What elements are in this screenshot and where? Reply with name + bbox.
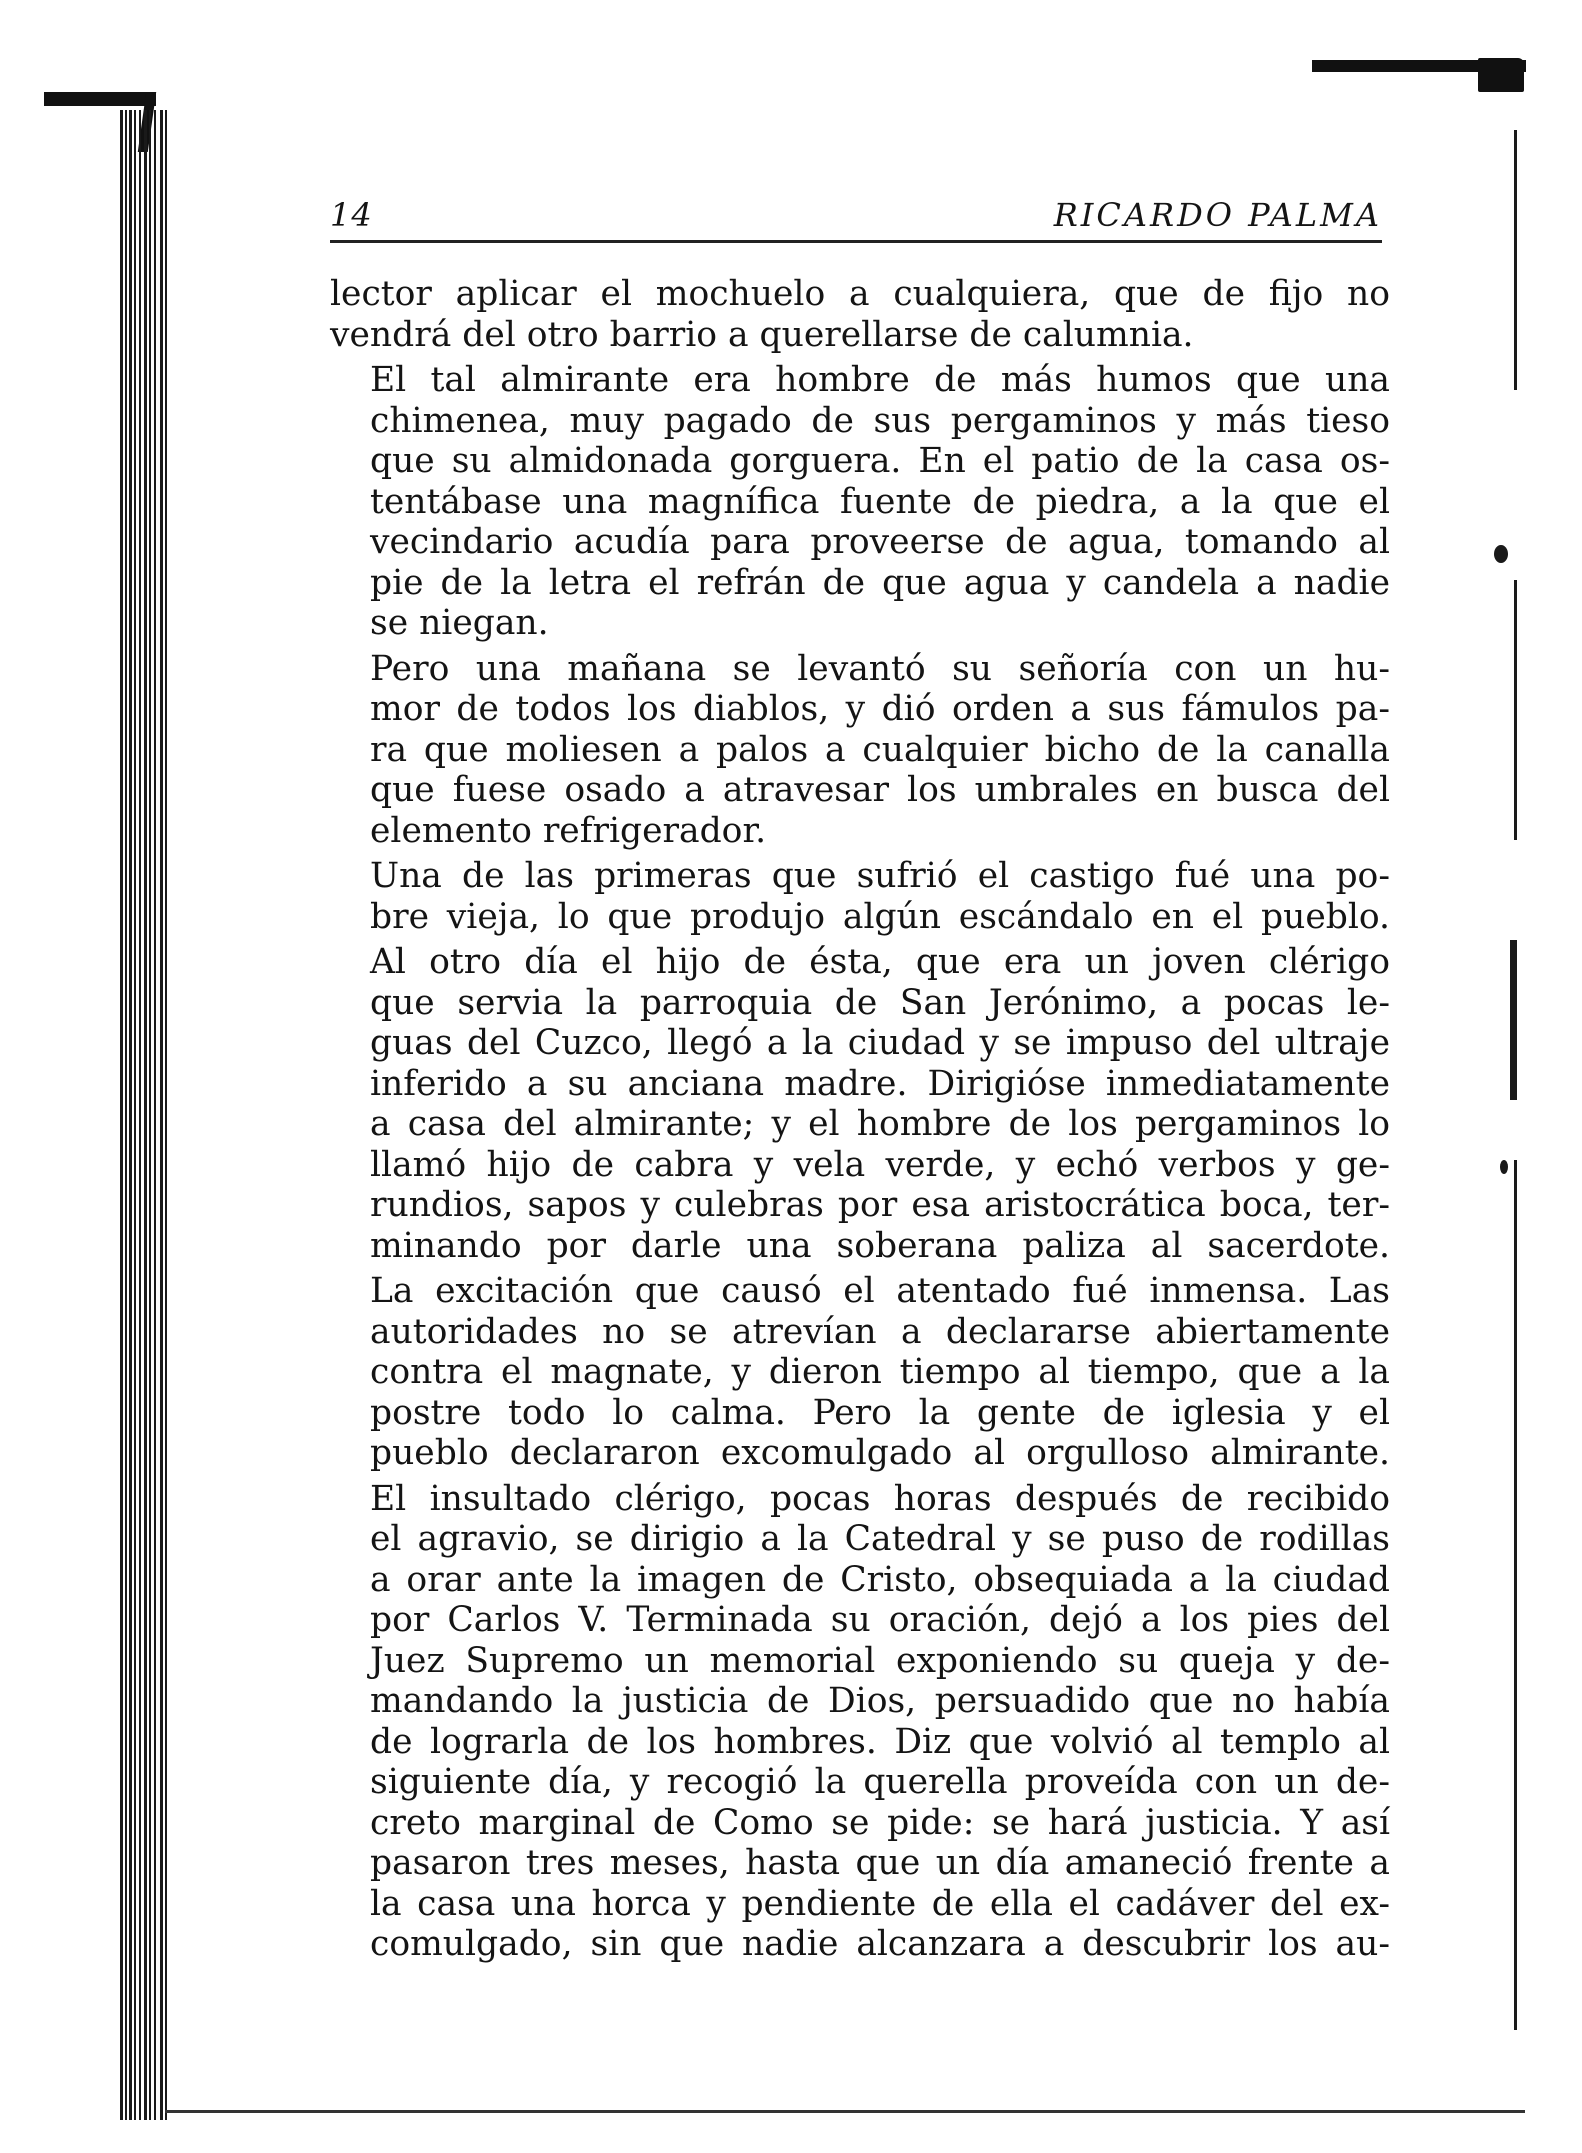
paragraph <box>330 360 1390 644</box>
book-binding-edge <box>120 110 170 2120</box>
text-line: guas del Cuzco, llegó a la ciudad y se impuso del ultraje <box>370 1023 1390 1063</box>
binding-stripe <box>144 110 147 2120</box>
paragraph <box>330 856 1390 937</box>
text-line: lector aplicar el mochuelo a cualquiera, que de fijo no <box>330 274 1390 314</box>
text-line: El insultado clérigo, pocas horas después de recibido <box>370 1478 1390 1519</box>
text-line: llamó hijo de cabra y vela verde, y echó verbos y ge- <box>370 1144 1390 1185</box>
text-line: vecindario acudía para proveerse de agua, tomando al <box>370 522 1390 562</box>
text-line: a casa del almirante; y el hombre de los pergaminos lo <box>370 1104 1390 1144</box>
binding-stripe <box>154 110 156 2120</box>
text-line: pueblo declararon excomulgado al orgulloso almirante. <box>370 1433 1390 1473</box>
text-line: inferido a su anciana madre. Dirigióse inmediatamente <box>370 1063 1390 1104</box>
scan-edge-mark <box>1514 130 1517 390</box>
binding-stripe <box>134 110 136 2120</box>
text-line: que servia la parroquia de San Jerónimo, a pocas le- <box>370 982 1390 1023</box>
text-line: Pero una mañana se levantó su señoría con un hu- <box>370 648 1390 689</box>
text-line: que su almidonada gorguera. En el patio de la casa os- <box>370 441 1390 481</box>
text-line: Una de las primeras que sufrió el castigo fué una po- <box>370 856 1390 896</box>
binding-stripe <box>129 110 132 2120</box>
text-line: La excitación que causó el atentado fué inmensa. Las <box>370 1271 1390 1311</box>
paragraph <box>330 942 1390 1266</box>
text-line: minando por darle una soberana paliza al sacerdote. <box>370 1225 1390 1266</box>
scan-edge-mark <box>1494 545 1508 563</box>
page-header <box>330 196 1382 243</box>
binding-stripe <box>160 110 163 2120</box>
text-line: creto marginal de Como se pide: se hará justicia. Y así <box>370 1802 1390 1843</box>
text-line: que fuese osado a atravesar los umbrales en busca del <box>370 770 1390 810</box>
body-text <box>330 274 1390 1970</box>
text-line: tentábase una magnífica fuente de piedra, a la que el <box>370 481 1390 522</box>
text-line: la casa una horca y pendiente de ella el cadáver del ex- <box>370 1883 1390 1924</box>
text-line: rundios, sapos y culebras por esa aristocrática boca, ter- <box>370 1185 1390 1225</box>
text-line: elemento refrigerador. <box>370 810 767 851</box>
text-line: ra que moliesen a palos a cualquier bicho de la canalla <box>370 729 1390 770</box>
scan-edge-mark <box>165 2110 1525 2113</box>
binding-stripe <box>120 110 123 2120</box>
scan-edge-mark <box>1500 1160 1508 1174</box>
scan-edge-mark <box>44 92 156 106</box>
paragraph <box>330 1271 1390 1474</box>
text-line: pasaron tres meses, hasta que un día amaneció frente a <box>370 1843 1390 1883</box>
text-line: autoridades no se atrevían a declararse abiertamente <box>370 1311 1390 1352</box>
text-line: Juez Supremo un memorial exponiendo su queja y de- <box>370 1640 1390 1681</box>
paragraph <box>330 274 1390 355</box>
text-line: se niegan. <box>370 603 549 643</box>
scan-edge-mark <box>1478 58 1524 92</box>
scan-edge-mark <box>1514 580 1517 840</box>
paragraph <box>330 1479 1390 1965</box>
text-line: por Carlos V. Terminada su oración, dejó a los pies del <box>370 1600 1390 1640</box>
text-line: chimenea, muy pagado de sus pergaminos y más tieso <box>370 400 1390 441</box>
scan-edge-mark <box>1514 1160 1517 2030</box>
binding-stripe <box>125 110 127 2120</box>
running-head: RICARDO PALMA <box>1053 196 1382 234</box>
text-line: vendrá del otro barrio a querellarse de calumnia. <box>330 314 1194 355</box>
text-line: postre todo lo calma. Pero la gente de iglesia y el <box>370 1392 1390 1433</box>
text-line: mandando la justicia de Dios, persuadido que no había <box>370 1681 1390 1721</box>
scan-edge-mark <box>1510 940 1517 1100</box>
paragraph <box>330 649 1390 852</box>
text-line: a orar ante la imagen de Cristo, obsequiada a la ciudad <box>370 1559 1390 1600</box>
binding-stripe <box>139 110 141 2120</box>
text-line: pie de la letra el refrán de que agua y candela a nadie <box>370 562 1390 603</box>
binding-stripe <box>149 110 151 2120</box>
binding-stripe <box>165 110 167 2120</box>
text-line: El tal almirante era hombre de más humos que una <box>370 360 1390 400</box>
text-line: el agravio, se dirigio a la Catedral y se puso de rodillas <box>370 1519 1390 1559</box>
text-line: mor de todos los diablos, y dió orden a sus fámulos pa- <box>370 689 1390 729</box>
text-line: contra el magnate, y dieron tiempo al tiempo, que a la <box>370 1352 1390 1392</box>
text-line: de lograrla de los hombres. Diz que volvió al templo al <box>370 1721 1390 1762</box>
text-line: siguiente día, y recogió la querella proveída con un de- <box>370 1762 1390 1802</box>
page-number: 14 <box>330 196 373 234</box>
text-line: Al otro día el hijo de ésta, que era un joven clérigo <box>370 942 1390 982</box>
text-line: comulgado, sin que nadie alcanzara a descubrir los au- <box>370 1924 1390 1964</box>
text-line: bre vieja, lo que produjo algún escándalo en el pueblo. <box>370 896 1390 937</box>
